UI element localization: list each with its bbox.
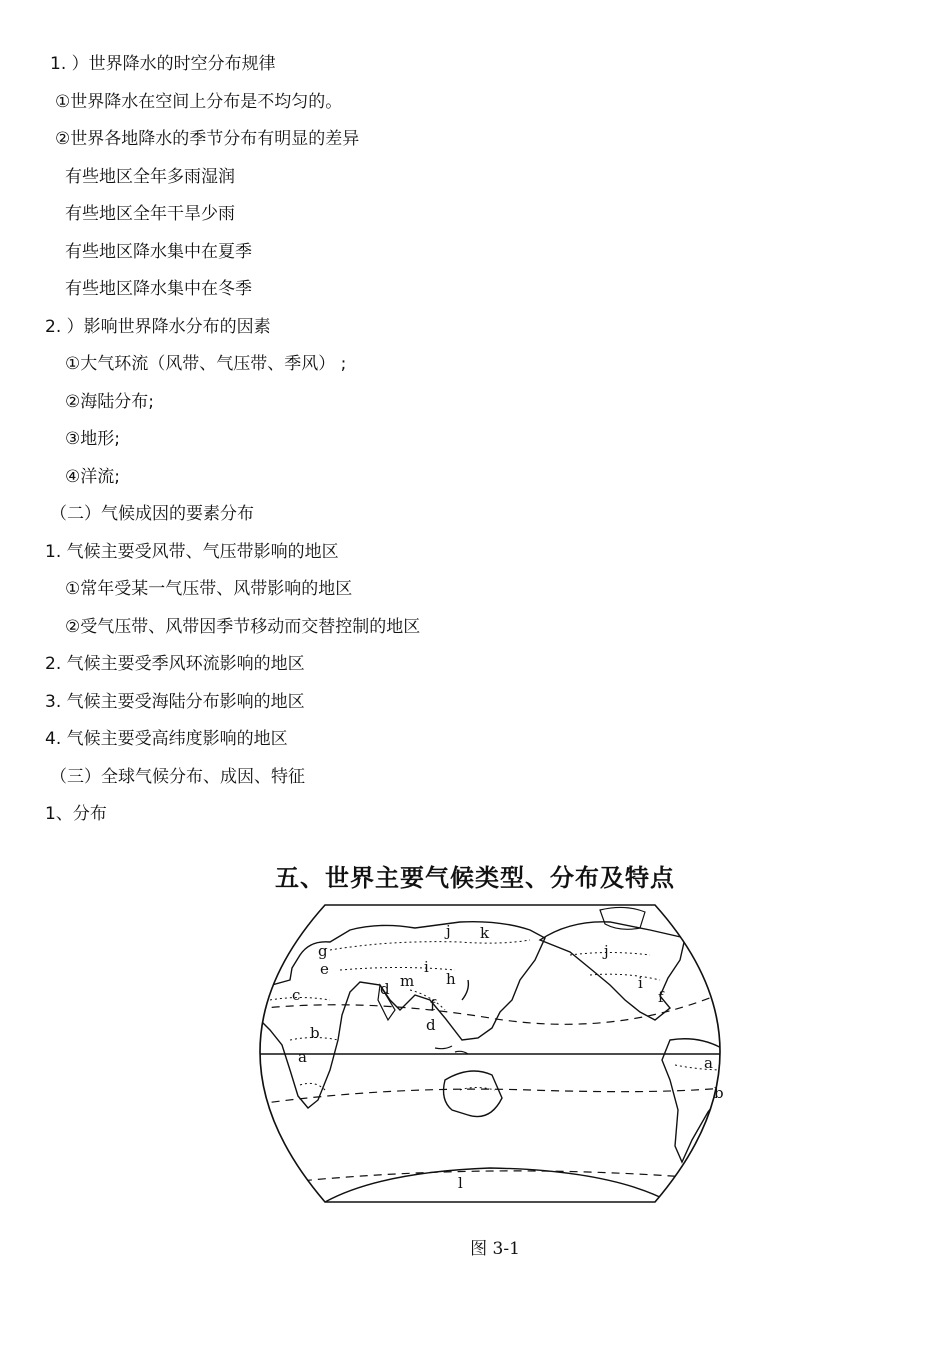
japan-islands (462, 980, 468, 1000)
eurasia-africa-landmass (258, 922, 545, 1108)
text-line: 1. 气候主要受风带、气压带影响的地区 (45, 542, 339, 562)
label-i-america: i (638, 974, 643, 992)
text-line: ②世界各地降水的季节分布有明显的差异 (55, 129, 360, 149)
text-line: ①大气环流（风带、气压带、季风） ; (65, 354, 347, 374)
label-d-eurasia-2: d (426, 1016, 436, 1034)
label-e-eurasia: e (320, 960, 329, 978)
tropic-north-line (230, 980, 750, 1024)
text-line: ①世界降水在空间上分布是不均匀的。 (55, 92, 343, 112)
label-a-america: a (704, 1054, 713, 1072)
text-line: 3. 气候主要受海陆分布影响的地区 (45, 692, 305, 712)
label-j-eurasia: j (446, 922, 451, 940)
text-line: 有些地区全年多雨湿润 (65, 167, 235, 187)
australia-landmass (444, 1071, 502, 1117)
heading-climate-causes: （二）气候成因的要素分布 (50, 504, 254, 524)
label-b-america: b (714, 1084, 724, 1102)
antarctic-circle-line (290, 1171, 700, 1182)
label-h: h (446, 970, 456, 988)
south-america-landmass (662, 1039, 740, 1162)
label-i-eurasia: i (424, 958, 429, 976)
label-l: l (458, 1174, 463, 1192)
world-climate-map (230, 900, 750, 1210)
label-m: m (400, 972, 415, 990)
label-k: k (480, 924, 490, 942)
label-f-america: f (658, 988, 664, 1006)
southeast-asia-islands (435, 1046, 468, 1054)
label-j-america: j (604, 942, 609, 960)
figure-caption: 图 3-1 (470, 1239, 520, 1259)
text-line: ①常年受某一气压带、风带影响的地区 (65, 579, 353, 599)
greenland-landmass (600, 907, 645, 929)
text-line: 4. 气候主要受高纬度影响的地区 (45, 729, 288, 749)
climate-boundaries (270, 940, 725, 1090)
text-line: 有些地区全年干旱少雨 (65, 204, 235, 224)
world-map-svg (230, 900, 750, 1210)
label-d-eurasia-1: d (380, 980, 390, 998)
text-line: 2. 气候主要受季风环流影响的地区 (45, 654, 305, 674)
heading-global-climate: （三）全球气候分布、成因、特征 (50, 767, 305, 787)
text-line: 1、分布 (45, 804, 107, 824)
heading-precipitation-pattern: 1. ）世界降水的时空分布规律 (50, 54, 276, 74)
label-g: g (318, 942, 328, 960)
label-c-africa: c (292, 986, 301, 1004)
text-line: ③地形; (65, 429, 120, 449)
text-line: 有些地区降水集中在夏季 (65, 242, 252, 262)
text-line: ④洋流; (65, 467, 120, 487)
text-line: ②海陆分布; (65, 392, 154, 412)
heading-precipitation-factors: 2. ）影响世界降水分布的因素 (45, 317, 271, 337)
label-a-africa: a (298, 1048, 307, 1066)
text-line: ②受气压带、风带因季节移动而交替控制的地区 (65, 617, 421, 637)
text-line: 有些地区降水集中在冬季 (65, 279, 252, 299)
label-b-africa: b (310, 1024, 320, 1042)
figure-title: 五、世界主要气候类型、分布及特点 (275, 864, 675, 892)
label-f-eurasia: f (430, 996, 436, 1014)
